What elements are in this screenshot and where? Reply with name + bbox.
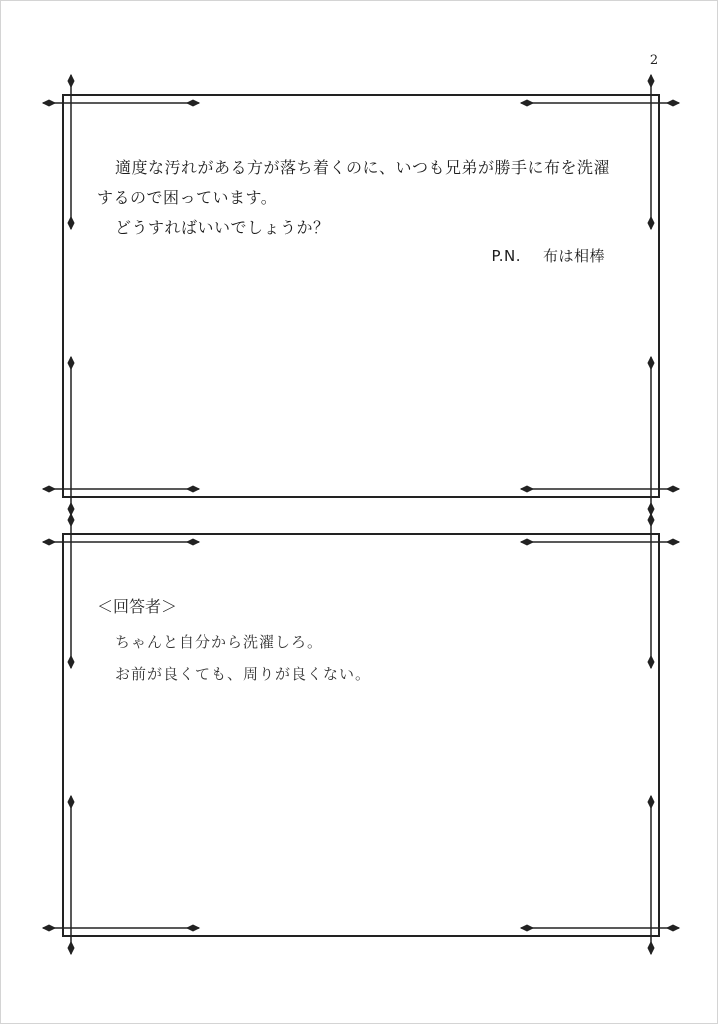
pen-name-label: P.N. xyxy=(491,247,521,265)
answer-card xyxy=(63,534,659,936)
question-line: するので困っています。 xyxy=(97,188,278,207)
question-line: 適度な汚れがある方が落ち着くのに、いつも兄弟が勝手に布を洗濯 xyxy=(115,158,611,177)
answer-line: ちゃんと自分から洗濯しろ。 xyxy=(115,633,324,651)
answer-line: お前が良くても、周りが良くない。 xyxy=(115,665,372,683)
answer-body xyxy=(115,626,615,690)
question-body xyxy=(97,153,627,243)
pen-name xyxy=(492,245,605,266)
pen-name-value: 布は相棒 xyxy=(542,247,605,265)
question-line: どうすればいいでしょうか？ xyxy=(115,218,330,237)
question-card xyxy=(63,95,659,497)
answer-heading: ＜回答者＞ xyxy=(97,597,178,616)
page-number: 2 xyxy=(649,53,659,68)
